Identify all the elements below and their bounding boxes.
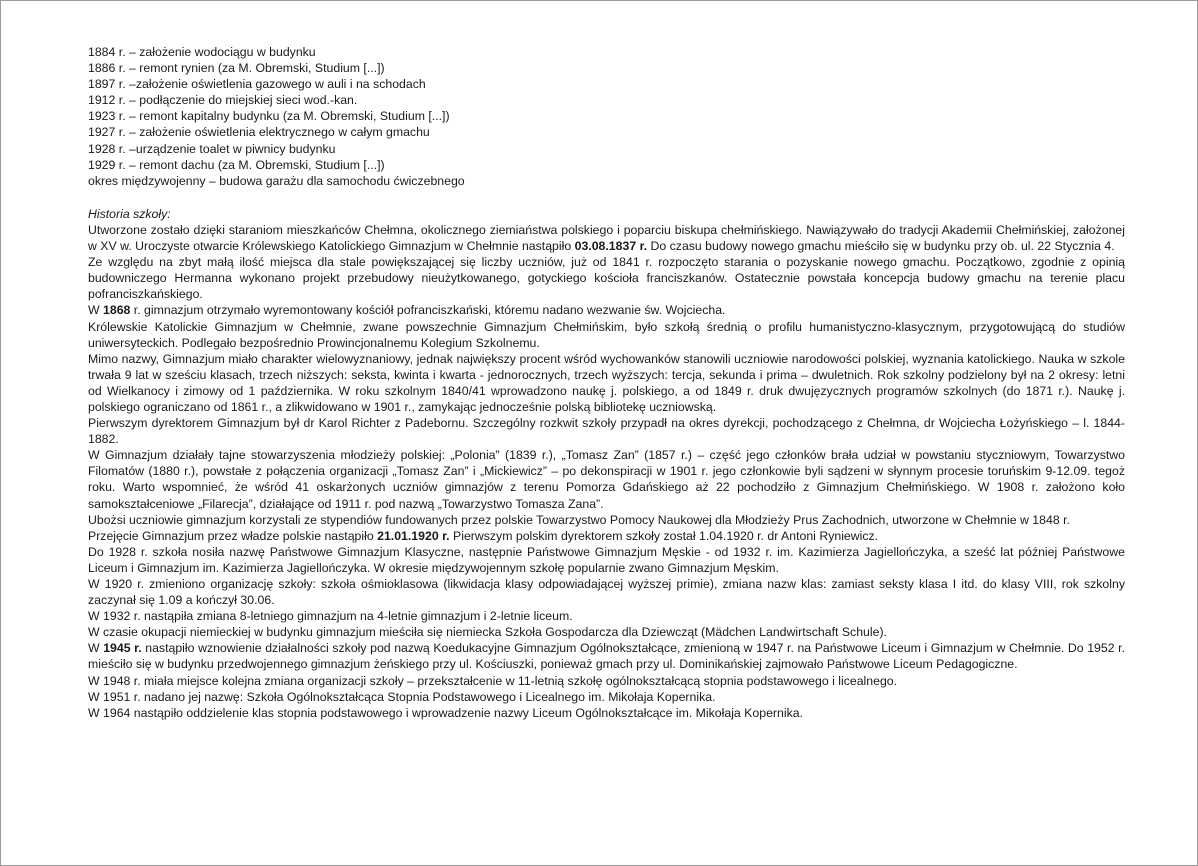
text-run: W 1951 r. nadano jej nazwę: Szkoła Ogólnokształcąca Stopnia Podstawowego i Licealnego im. Mikołaja Kopernika.	[88, 689, 716, 704]
text-run: Do czasu budowy nowego gmachu mieściło się w budynku przy ob. ul. 22 Stycznia 4.	[647, 239, 1115, 254]
bold-date: 1945 r.	[103, 641, 142, 656]
chronology-item: 1897 r. –założenie oświetlenia gazowego w auli i na schodach	[88, 77, 426, 92]
text-run: Do 1928 r. szkoła nosiła nazwę Państwowe Gimnazjum Klasyczne, następnie Państwowe Gimnazjum Męskie - od 1932 r. im. Kazimierza Jagiellończyka, a sześć lat później Państwowe Liceum i Gimnazjum im. Kazimierza Jagiellończyka. W okresie międzywojennym szkołę popularnie zwano Gimnazjum Męskim.	[88, 544, 1125, 575]
history-paragraph	[88, 624, 1125, 640]
text-run: W 1964 nastąpiło oddzielenie klas stopnia podstawowego i wprowadzenie nazwy Liceum Ogólnokształcące im. Mikołaja Kopernika.	[88, 705, 803, 720]
text-run: W 1948 r. miała miejsce kolejna zmiana organizacji szkoły – przekształcenie w 11-letnią szkołę ogólnokształcącą stopnia podstawowego i licealnego.	[88, 673, 898, 688]
chronology-item: 1912 r. – podłączenie do miejskiej sieci wod.-kan.	[88, 93, 358, 108]
text-run: W czasie okupacji niemieckiej w budynku gimnazjum mieściła się niemiecka Szkoła Gospodarcza dla Dziewcząt (Mädchen Landwirtschaft Schule).	[88, 625, 887, 640]
text-run: W 1920 r. zmieniono organizację szkoły: szkoła ośmioklasowa (likwidacja klasy odpowiadającej wyższej primie), zmiana nazw klas: zamiast seksty klasa I itd. do klasy VIII, rok szkolny zaczynał się 1.09 a kończył 30.06.	[88, 577, 1125, 608]
bold-date: 1868	[103, 303, 131, 318]
history-paragraph	[88, 608, 1125, 624]
history-title: Historia szkoły:	[88, 206, 171, 221]
history-paragraph	[88, 415, 1125, 447]
bold-date: 03.08.1837 r.	[574, 239, 648, 254]
text-run: W Gimnazjum działały tajne stowarzyszenia młodzieży polskiej: „Polonia” (1839 r.), „Tomasz Zan” (1857 r.) – część jego członków brała udział w powstaniu styczniowym, Towarzystwo Filomatów (1880 r.), powstałe z połączenia organizacji „Tomasz Zan” i „Mickiewicz” – po dekonspiracji w 1901 r. jego członkowie byli sądzeni w słynnym procesie toruńskim 9-12.09. tegoż roku. Warto wspomnieć, że wśród 41 oskarżonych uczniów gimnazjów z terenu Pomorza Gdańskiego aż 22 pochodziło z Gimnazjum Chełmińskiego. W 1908 r. założono koło samokształceniowe „Filarecja”, działające od 1911 r. pod nazwą „Towarzystwo Tomasza Zana”.	[88, 448, 1125, 511]
text-run: Mimo nazwy, Gimnazjum miało charakter wielowyznaniowy, jednak największy procent wśród wychowanków stanowili uczniowie narodowości polskiej, wyznania katolickiego. Nauka w szkole trwała 9 lat w sześciu klasach, trzech niższych: seksta, kwinta i kwarta - jednorocznych, trzech wyższych: tercja, sekunda i prima – dwuletnich. Rok szkolny podzielony był na 2 okresy: letni od Wielkanocy i zimowy od 1 października. W roku szkolnym 1840/41 wprowadzono naukę j. polskiego, a od 1849 r. druk dwujęzycznych programów szkolnych (do 1871 r.). Naukę j. polskiego ograniczano od 1861 r., a zlikwidowano w 1901 r., zamykając jednocześnie polską bibliotekę uczniowską.	[88, 351, 1125, 414]
chronology-item: 1884 r. – założenie wodociągu w budynku	[88, 45, 316, 59]
text-run: W	[88, 303, 104, 318]
chronology-item: 1886 r. – remont rynien (za M. Obremski, Studium [...])	[88, 61, 385, 76]
document-body	[88, 44, 1125, 721]
history-section	[88, 222, 1125, 721]
text-run: W	[88, 641, 104, 656]
bold-date: 21.01.1920 r.	[377, 528, 450, 543]
chronology-item: 1928 r. –urządzenie toalet w piwnicy budynku	[88, 141, 336, 156]
history-paragraph	[88, 302, 1125, 318]
text-run: Ze względu na zbyt małą ilość miejsca dla stale powiększającej się liczby uczniów, już od 1841 r. rozpoczęto starania o pozyskanie nowego gmachu. Początkowo, zgodnie z opinią budowniczego Hermanna wykonano projekt przebudowy nieużytkowanego, gotyckiego kościoła franciszkanów. Ostatecznie powstała koncepcja budowy gmachu na terenie placu pofranciszkańskiego.	[88, 255, 1125, 302]
text-run: Królewskie Katolickie Gimnazjum w Chełmnie, zwane powszechnie Gimnazjum Chełmińskim, było szkołą średnią o profilu humanistyczno-klasycznym, przygotowującą do studiów uniwersyteckich. Podlegało bezpośrednio Prowincjonalnemu Kolegium Szkolnemu.	[88, 319, 1125, 350]
text-run: r. gimnazjum otrzymało wyremontowany kościół pofranciszkański, któremu nadano wezwanie św. Wojciecha.	[130, 303, 726, 318]
text-run: Pierwszym dyrektorem Gimnazjum był dr Karol Richter z Padebornu. Szczególny rozkwit szkoły przypadł na okres dyrekcji, pochodzącego z Chełmna, dr Wojciecha Łożyńskiego – l. 1844-1882.	[88, 416, 1125, 447]
text-run: Utworzone zostało dzięki staraniom mieszkańców Chełmna, okolicznego ziemiaństwa polskiego i poparciu biskupa chełmińskiego. Nawiązywało do tradycji Akademii Chełmińskiej, założonej w XV w. Uroczyste otwarcie Królewskiego Katolickiego Gimnazjum w Chełmnie nastąpiło	[88, 222, 1125, 254]
history-paragraph	[88, 528, 1125, 544]
history-paragraph	[88, 319, 1125, 351]
text-run: Przejęcie Gimnazjum przez władze polskie nastąpiło	[88, 528, 378, 543]
text-run: Pierwszym polskim dyrektorem szkoły został 1.04.1920 r. dr Antoni Ryniewicz.	[449, 528, 879, 543]
history-paragraph	[88, 705, 1125, 721]
history-paragraph	[88, 222, 1125, 254]
history-paragraph	[88, 447, 1125, 511]
text-run: W 1932 r. nastąpiła zmiana 8-letniego gimnazjum na 4-letnie gimnazjum i 2-letnie liceum.	[88, 609, 573, 624]
history-paragraph	[88, 673, 1125, 689]
chronology-list	[88, 44, 1125, 189]
text-run: nastąpiło wznowienie działalności szkoły pod nazwą Koedukacyjne Gimnazjum Ogólnokształcące, zmienioną w 1947 r. na Państwowe Liceum i Gimnazjum w Chełmnie. Do 1952 r. mieściło się w budynku przedwojennego gimnazjum żeńskiego przy ul. Kościuszki, ponieważ gmach przy ul. Dominikańskiej zajmowało Państwowe Liceum Pedagogiczne.	[88, 641, 1125, 672]
history-paragraph	[88, 544, 1125, 576]
history-paragraph	[88, 576, 1125, 608]
history-paragraph	[88, 689, 1125, 705]
history-paragraph	[88, 640, 1125, 672]
history-paragraph	[88, 254, 1125, 302]
chronology-item: 1927 r. – założenie oświetlenia elektrycznego w całym gmachu	[88, 125, 430, 140]
chronology-item: okres międzywojenny – budowa garażu dla samochodu ćwiczebnego	[88, 173, 465, 188]
history-paragraph	[88, 351, 1125, 415]
section-gap	[88, 189, 1125, 206]
chronology-item: 1923 r. – remont kapitalny budynku (za M. Obremski, Studium [...])	[88, 109, 450, 124]
text-run: Ubożsi uczniowie gimnazjum korzystali ze stypendiów fundowanych przez polskie Towarzystwo Pomocy Naukowej dla Młodzieży Prus Zachodnich, utworzone w Chełmnie w 1848 r.	[88, 512, 1070, 527]
chronology-item: 1929 r. – remont dachu (za M. Obremski, Studium [...])	[88, 157, 385, 172]
history-paragraph	[88, 512, 1125, 528]
